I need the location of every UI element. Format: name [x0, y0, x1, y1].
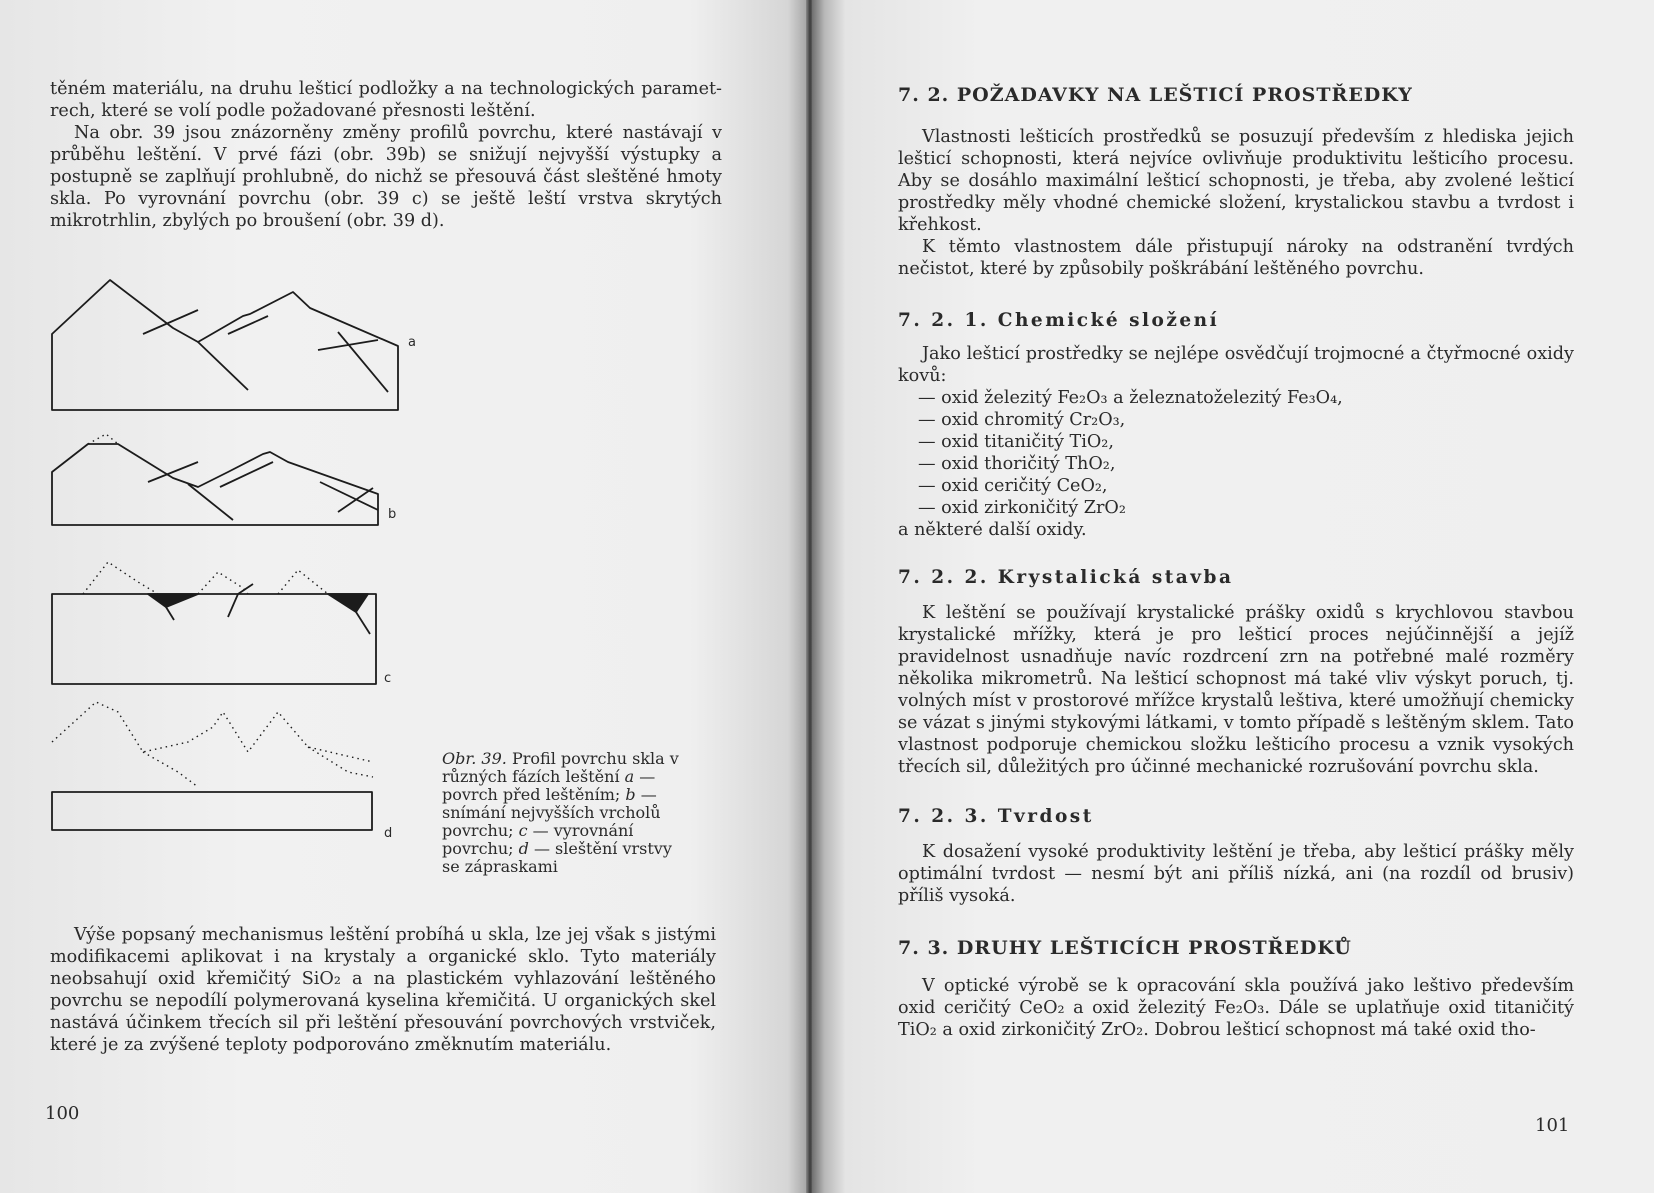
crack-line [166, 607, 174, 620]
list-item: — oxid chromitý Cr₂O₃, [918, 410, 1126, 430]
paragraph: Jako lešticí prostředky se nejlépe osvědčují trojmocné a čtyřmocné oxidy kovů: [898, 344, 1574, 386]
figure-label-b: b [388, 507, 397, 522]
caption-text: Profil povrchu skla v různých fázích leštění [442, 749, 679, 786]
crack-line [188, 484, 233, 520]
left-page [0, 0, 812, 1193]
subsection-heading: 7. 2. 1. Chemické složení [898, 310, 1220, 331]
list-item: — oxid titaničitý TiO₂, [918, 432, 1114, 452]
caption-text: — sleštění vrstvy se zápraskami [442, 839, 672, 876]
crack-line [320, 482, 378, 510]
paragraph: Výše popsaný mechanismus leštění probíhá u skla, lze jej však s jistými modifikacemi aplikovat i na krystaly a organické sklo. Tyto materiály neobsahují oxid křemičitý SiO₂ a na plastickém vyhlazování leštěného povrchu se nepodílí polymerovaná kyselina křemičitá. U organických skel nastává účinkem třecích sil při leštění přesouvání povrchových vrstviček, které je za zvýšené teploty podporováno změknutím materiálu. [50, 925, 716, 1055]
caption-key: b [625, 785, 636, 804]
crack-line [228, 316, 268, 334]
page-number: 100 [45, 1103, 80, 1124]
crack-line [198, 342, 248, 390]
list-item: — oxid železitý Fe₂O₃ a železnatoželezitý Fe₃O₄, [918, 388, 1343, 408]
paragraph: K leštění se používají krystalické prášky oxidů s krychlovou stavbou krystalické mřížky, která je pro lešticí proces nejúčinnější a jejíž pravidelnost usnadňuje navíc rozdrcení zrn na potřebné malé rozměry několika mikrometrů. Na lešticí schopnost má také vliv výskyt poruch, tj. volných míst v prostorové mřížce krystalů leštiva, které umožňují chemicky se vázat s jinými stykovými látkami, v tomto případě s leštěným sklem. Tato vlastnost podporuje chemickou složku lešticího procesu a vznik vysokých třecích sil, důležitých pro účinné mechanické rozrušování povrchu skla. [898, 603, 1574, 777]
caption-key: d [518, 839, 529, 858]
crack-line [338, 332, 388, 392]
right-page [812, 0, 1654, 1193]
list-item: — oxid zirkoničitý ZrO₂ [918, 498, 1126, 518]
filled-groove [328, 594, 368, 612]
paragraph: těném materiálu, na druhu lešticí podložky a na technologických paramet-rech, které se volí podle požadované přesnosti leštění. [50, 79, 722, 121]
left-bottom-text [50, 924, 716, 1056]
profile-d [52, 792, 372, 830]
crack-line [338, 488, 373, 512]
crack-line [220, 462, 273, 487]
figure-label-d: d [384, 826, 393, 841]
crack-line [143, 310, 198, 334]
left-top-text [50, 78, 722, 232]
caption-text: — povrch před leštěním; [442, 767, 656, 804]
oxide-list [898, 387, 1574, 519]
removed-peak [88, 434, 118, 444]
list-item: — oxid thoričitý ThO₂, [918, 454, 1116, 474]
caption-text: — snímání nejvyšších vrcholů povrchu; [442, 785, 661, 840]
section-heading: 7. 2. POŽADAVKY NA LEŠTICÍ PROSTŘEDKY [898, 84, 1413, 106]
caption-key: c [518, 821, 528, 840]
figure-label-a: a [408, 335, 416, 350]
profile-c [52, 594, 376, 684]
paragraph: V optické výrobě se k opracování skla používá jako leštivo především oxid ceričitý CeO₂ a oxid železitý Fe₂O₃. Dále se uplatňuje oxid titaničitý TiO₂ a oxid zirkoničitý ZrO₂. Dobrou lešticí schopnost má také oxid tho- [898, 976, 1574, 1040]
profile-b [52, 444, 378, 525]
removed-profile [52, 702, 373, 787]
crack-line [356, 612, 370, 634]
removed-profile [83, 562, 328, 594]
crack-line [228, 594, 238, 617]
crack-line [148, 462, 198, 482]
page-number: 101 [1535, 1115, 1570, 1136]
subsection-heading: 7. 2. 3. Tvrdost [898, 806, 1094, 827]
caption-text: — vyrovnání povrchu; [442, 821, 634, 858]
paragraph: K těmto vlastnostem dále přistupují nároky na odstranění tvrdých nečistot, které by způsobily poškrábání leštěného povrchu. [898, 237, 1574, 279]
right-column [898, 84, 1574, 1041]
figure-caption [442, 750, 687, 876]
filled-groove [148, 594, 198, 607]
paragraph: a některé další oxidy. [898, 520, 1087, 540]
caption-lead: Obr. 39. [442, 749, 507, 768]
paragraph: Na obr. 39 jsou znázorněny změny profilů povrchu, které nastávají v průběhu leštění. V prvé fázi (obr. 39b) se snižují nejvyšší výstupky a postupně se zaplňují prohlubně, do nichž se přesouvá část sleštěné hmoty skla. Po vyrovnání povrchu (obr. 39 c) se ještě leští vrstva skrytých mikrotrhlin, zbylých po broušení (obr. 39 d). [50, 123, 722, 231]
surface-profile-figure [48, 272, 428, 882]
figure-label-c: c [384, 671, 392, 686]
section-heading: 7. 3. DRUHY LEŠTICÍCH PROSTŘEDKŮ [898, 937, 1352, 959]
paragraph: Vlastnosti lešticích prostředků se posuzují především z hlediska jejich lešticí schopnosti, která nejvíce ovlivňuje produktivitu lešticího procesu. Aby se dosáhlo maximální lešticí schopnosti, je třeba, aby zvolené lešticí prostředky měly vhodné chemické složení, krystalickou stavbu a tvrdost i křehkost. [898, 127, 1574, 235]
paragraph: K dosažení vysoké produktivity leštění je třeba, aby lešticí prášky měly optimální tvrdost — nesmí být ani příliš nízká, ani (na rozdíl od brusiv) příliš vysoká. [898, 842, 1574, 906]
subsection-heading: 7. 2. 2. Krystalická stavba [898, 567, 1234, 588]
caption-key: a [624, 767, 635, 786]
list-item: — oxid ceričitý CeO₂, [918, 476, 1108, 496]
